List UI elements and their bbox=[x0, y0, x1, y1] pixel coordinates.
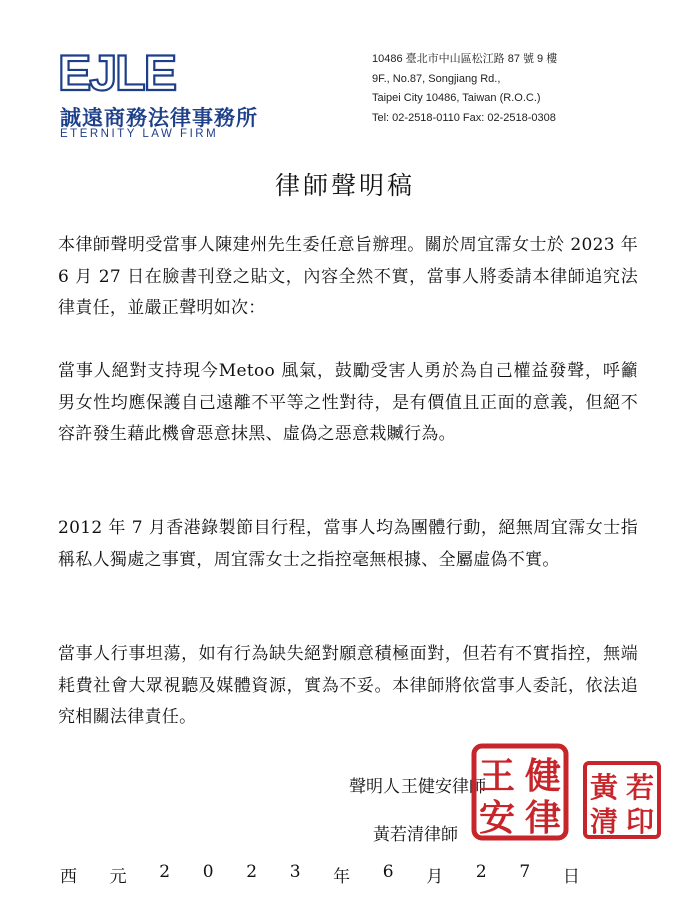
address-line-en-2: Taipei City 10486, Taiwan (R.O.C.) bbox=[372, 92, 541, 104]
signer-name-2: 黃若清律師 bbox=[373, 825, 458, 845]
date-char: 3 bbox=[289, 862, 301, 882]
date-char: 年 bbox=[333, 867, 351, 887]
svg-text:律: 律 bbox=[524, 797, 562, 839]
lawyer-seal-small bbox=[582, 760, 662, 840]
firm-logo-mark bbox=[58, 46, 178, 98]
svg-text:黃: 黃 bbox=[589, 771, 619, 804]
date-char: 6 bbox=[382, 862, 394, 882]
firm-address-block bbox=[372, 50, 557, 128]
paragraph-intro: 本律師聲明受當事人陳建州先生委任意旨辦理。關於周宜霈女士於 2023 年 6 月 27 日在臉書刊登之貼文，內容全然不實，當事人將委請本律師追究法律責任，並嚴正聲明如次： bbox=[58, 235, 638, 318]
svg-text:印: 印 bbox=[625, 805, 655, 838]
document-title: 律師聲明稿 bbox=[274, 171, 415, 200]
date-char: 西 bbox=[60, 867, 77, 887]
svg-text:健: 健 bbox=[524, 755, 562, 797]
date-char: 2 bbox=[159, 862, 171, 882]
svg-text:王: 王 bbox=[478, 755, 516, 797]
date-char: 0 bbox=[202, 862, 214, 882]
svg-text:安: 安 bbox=[478, 797, 516, 839]
svg-text:若: 若 bbox=[625, 771, 655, 804]
paragraph-conclusion: 當事人行事坦蕩，如有行為缺失絕對願意積極面對，但若有不實指控，無端耗費社會大眾視聽及媒體資源，實為不妥。本律師將依當事人委託，依法追究相關法律責任。 bbox=[58, 644, 638, 727]
firm-name-en: ETERNITY LAW FIRM bbox=[60, 128, 219, 140]
address-line-en-1: 9F., No.87, Songjiang Rd., bbox=[372, 72, 501, 85]
date-char: 元 bbox=[109, 867, 127, 887]
lawyer-seal-large bbox=[470, 742, 570, 842]
date-char: 日 bbox=[562, 867, 580, 887]
date-char: 月 bbox=[426, 867, 444, 887]
logo-letters: EJLE bbox=[58, 46, 176, 98]
date-char: 7 bbox=[519, 862, 531, 882]
firm-logo bbox=[58, 44, 258, 140]
signature-label: 聲明人 bbox=[349, 777, 400, 797]
firm-name-zh: 誠遠商務法律事務所 bbox=[60, 106, 258, 130]
paragraph-hongkong: 2012 年 7 月香港錄製節目行程，當事人均為團體行動，絕無周宜霈女士指稱私人獨處之事實，周宜霈女士之指控毫無根據、全屬虛偽不實。 bbox=[58, 518, 638, 570]
signer-name-1: 王健安律師 bbox=[401, 777, 486, 797]
svg-text:清: 清 bbox=[589, 805, 619, 838]
contact-line: Tel: 02-2518-0110 Fax: 02-2518-0308 bbox=[372, 111, 556, 124]
date-char: 2 bbox=[246, 862, 258, 882]
date-char: 2 bbox=[475, 862, 487, 882]
address-line-zh: 10486 臺北市中山區松江路 87 號 9 樓 bbox=[372, 53, 558, 65]
document-date bbox=[60, 862, 580, 887]
paragraph-metoo: 當事人絕對支持現今Metoo 風氣，鼓勵受害人勇於為自己權益發聲，呼籲男女性均應保護自己遠離不平等之性對待，是有價值且正面的意義，但絕不容許發生藉此機會惡意抹黑、虛偽之惡意栽贓行為。 bbox=[58, 361, 638, 444]
